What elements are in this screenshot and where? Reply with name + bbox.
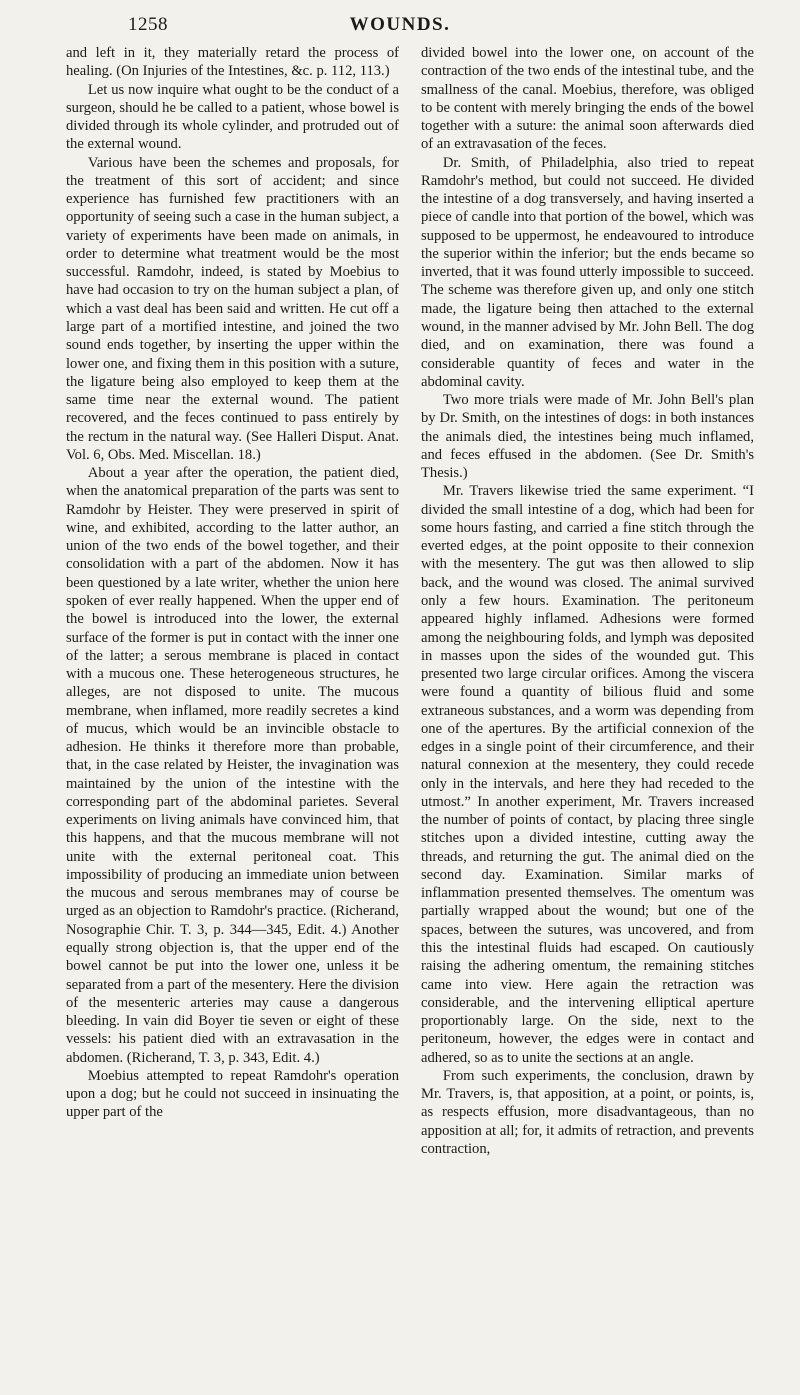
page-number: 1258	[128, 14, 168, 35]
right-column	[421, 44, 754, 1158]
paragraph: From such experiments, the conclusion, drawn by Mr. Travers, is, that apposition, at a point, or points, is, as respects effusion, more disadvantageous, than no apposition at all; for, it admits of retraction, and prevents contraction,	[421, 1067, 754, 1157]
paragraph: divided bowel into the lower one, on account of the contraction of the two ends of the intestinal tube, and the smallness of the canal. Moebius, therefore, was obliged to be content with merely bringing the ends of the bowel together with a suture: the animal soon afterwards died of an extravasation of the feces.	[421, 45, 754, 153]
paragraph: Let us now inquire what ought to be the conduct of a surgeon, should he be called to a patient, whose bowel is divided through its whole cylinder, and protruded out of the external wound.	[66, 81, 399, 153]
paragraph: Various have been the schemes and proposals, for the treatment of this sort of accident; and since experience has furnished few practitioners with an opportunity of seeing such a case in the human subject, a variety of experiments have been made on animals, in order to determine what treatment would be the most successful. Ramdohr, indeed, is stated by Moebius to have had occasion to try on the human subject a plan, of which a vast deal has been said and written. He cut off a large part of a mortified intestine, and joined the two sound ends together, by inserting the upper within the lower one, and fixing them in this position with a suture, the ligature being also employed to keep them at the same time near the external wound. The patient recovered, and the feces continued to pass entirely by the rectum in the natural way. (See Halleri Disput. Anat. Vol. 6, Obs. Med. Miscellan. 18.)	[66, 154, 399, 463]
paragraph: Two more trials were made of Mr. John Bell's plan by Dr. Smith, on the intestines of dogs: in both instances the animals died, the intestines being much inflamed, and feces effused in the abdomen. (See Dr. Smith's Thesis.)	[421, 392, 754, 482]
running-title: WOUNDS.	[349, 14, 451, 35]
paragraph: and left in it, they materially retard the process of healing. (On Injuries of the Intestines, &c. p. 112, 113.)	[66, 45, 399, 80]
paragraph: About a year after the operation, the patient died, when the anatomical preparation of the parts was sent to Ramdohr by Heister. They were preserved in spirit of wine, and exhibited, according to the latter author, an union of the two ends of the bowel together, and their consolidation with a part of the abdomen. Now it has been questioned by a late writer, whether the union here spoken of ever really happened. When the upper end of the bowel is introduced into the lower, the external surface of the former is put in contact with the inner one of the latter; a serous membrane is placed in contact with a mucous one. These heterogeneous structures, he alleges, are not disposed to unite. The mucous membrane, when inflamed, more readily secretes a kind of mucus, which would be an invincible obstacle to adhesion. He thinks it therefore more than probable, that, in the case related by Heister, the invagination was maintained by the union of the intestine with the corresponding part of the abdominal parietes. Several experiments on living animals have convinced him, that this happens, and that the mucous membrane will not unite with the external peritoneal coat. This impossibility of producing an immediate union between the mucous and serous membranes may of course be urged as an objection to Ramdohr's practice. (Richerand, Nosographie Chir. T. 3, p. 344—345, Edit. 4.) Another equally strong objection is, that the upper end of the bowel cannot be put into the lower one, unless it be separated from a part of the mesentery. Here the division of the mesenteric arteries may cause a dangerous bleeding. In vain did Boyer tie seven or eight of these vessels: his patient died with an extravasation in the abdomen. (Richerand, T. 3, p. 343, Edit. 4.)	[66, 465, 399, 1066]
left-column	[66, 44, 399, 1122]
paragraph: Mr. Travers likewise tried the same experiment. “I divided the small intestine of a dog, which had been for some hours fasting, and carried a fine stitch through the everted edges, at the point opposite to their connexion with the mesentery. The gut was then allowed to slip back, and the wound was closed. The animal survived only a few hours. Examination. The peritoneum appeared highly inflamed. Adhesions were formed among the neighbouring folds, and lymph was deposited in masses upon the sides of the wounded gut. This presented two large circular orifices. Among the viscera were found a quantity of bilious fluid and some extraneous substances, and a worm was depending from one of the apertures. By the artificial connexion of the edges in a single point of their circumference, and their natural connexion at the mesentery, they could recede only in the intervals, and here they had receded to the utmost.” In another experiment, Mr. Travers increased the number of points of contact, by placing three single stitches upon a divided intestine, cutting away the threads, and returning the gut. The animal died on the second day. Examination. Similar marks of inflammation presented themselves. The omentum was partially wrapped about the wound; but one of the spaces, between the sutures, was uncovered, and from this the intestinal fluids had escaped. On cautiously raising the adhering omentum, the remaining stitches came into view. Here again the retraction was considerable, and the intervening elliptical aperture proportionably large. On the side, next to the peritoneum, however, the edges were in contact and adhered, so as to unite the sections at an angle.	[421, 483, 754, 1066]
page-header	[0, 14, 800, 42]
paragraph: Dr. Smith, of Philadelphia, also tried to repeat Ramdohr's method, but could not succeed. He divided the intestine of a dog transversely, and having inserted a piece of candle into that portion of the bowel, which was supposed to be uppermost, he endeavoured to introduce the superior within the inferior; but the ends became so inverted, that it was found utterly impossible to succeed. The scheme was therefore given up, and only one stitch made, the ligature being then attached to the external wound, in the manner advised by Mr. John Bell. The dog died, and on examination, there was found a considerable quantity of feces and water in the abdominal cavity.	[421, 154, 754, 390]
paragraph: Moebius attempted to repeat Ramdohr's operation upon a dog; but he could not succeed in insinuating the upper part of the	[66, 1067, 399, 1121]
